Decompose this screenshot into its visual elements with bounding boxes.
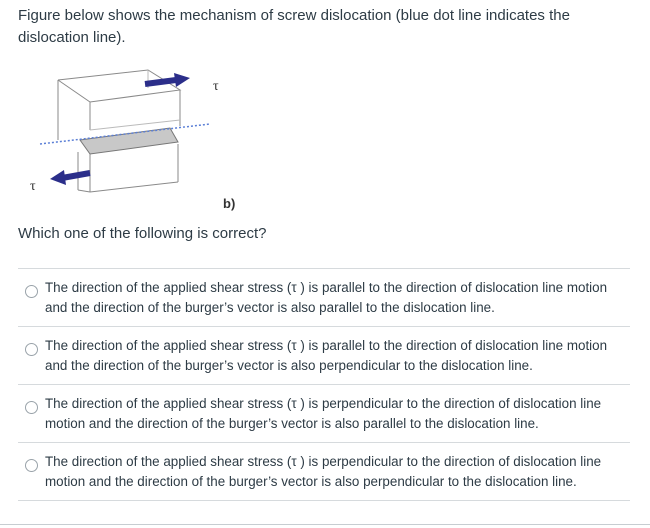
tau-label-left: τ	[30, 179, 36, 194]
answer-label: The direction of the applied shear stress (τ ) is perpendicular to the direction of dislocation line motion and the direction of the burger’s vector is also perpendicular to the dislocation line.	[45, 454, 602, 489]
answer-option-2[interactable]	[18, 327, 630, 385]
shear-arrow-bottom	[50, 170, 90, 185]
radio-button[interactable]	[25, 401, 38, 414]
radio-button[interactable]	[25, 459, 38, 472]
bottom-divider	[0, 524, 650, 525]
shear-arrow-top	[145, 73, 190, 87]
answer-label: The direction of the applied shear stress (τ ) is parallel to the direction of dislocation line motion and the direction of the burger’s vector is also perpendicular to the dislocation line.	[45, 338, 608, 373]
answer-option-3[interactable]	[18, 385, 630, 443]
question-intro: Figure below shows the mechanism of screw dislocation (blue dot line indicates the dislocation line).	[18, 7, 570, 46]
answer-option-4[interactable]	[18, 443, 630, 501]
slip-plane	[80, 128, 178, 154]
radio-button[interactable]	[25, 343, 38, 356]
lower-block-bottom-left	[78, 190, 90, 192]
lower-block-bottom	[90, 182, 178, 192]
radio-button[interactable]	[25, 285, 38, 298]
answer-option-1[interactable]	[18, 269, 630, 327]
panel-label: b)	[223, 196, 236, 211]
upper-block-top	[58, 70, 180, 102]
question-prompt: Which one of the following is correct?	[18, 225, 267, 242]
answer-list	[18, 268, 630, 501]
screw-dislocation-figure	[30, 62, 250, 214]
tau-label-top: τ	[213, 79, 219, 94]
answer-label: The direction of the applied shear stress (τ ) is parallel to the direction of dislocation line motion and the direction of the burger’s vector is also parallel to the dislocation line.	[45, 280, 608, 315]
answer-label: The direction of the applied shear stress (τ ) is perpendicular to the direction of dislocation line motion and the direction of the burger’s vector is also parallel to the dislocation line.	[45, 396, 602, 431]
